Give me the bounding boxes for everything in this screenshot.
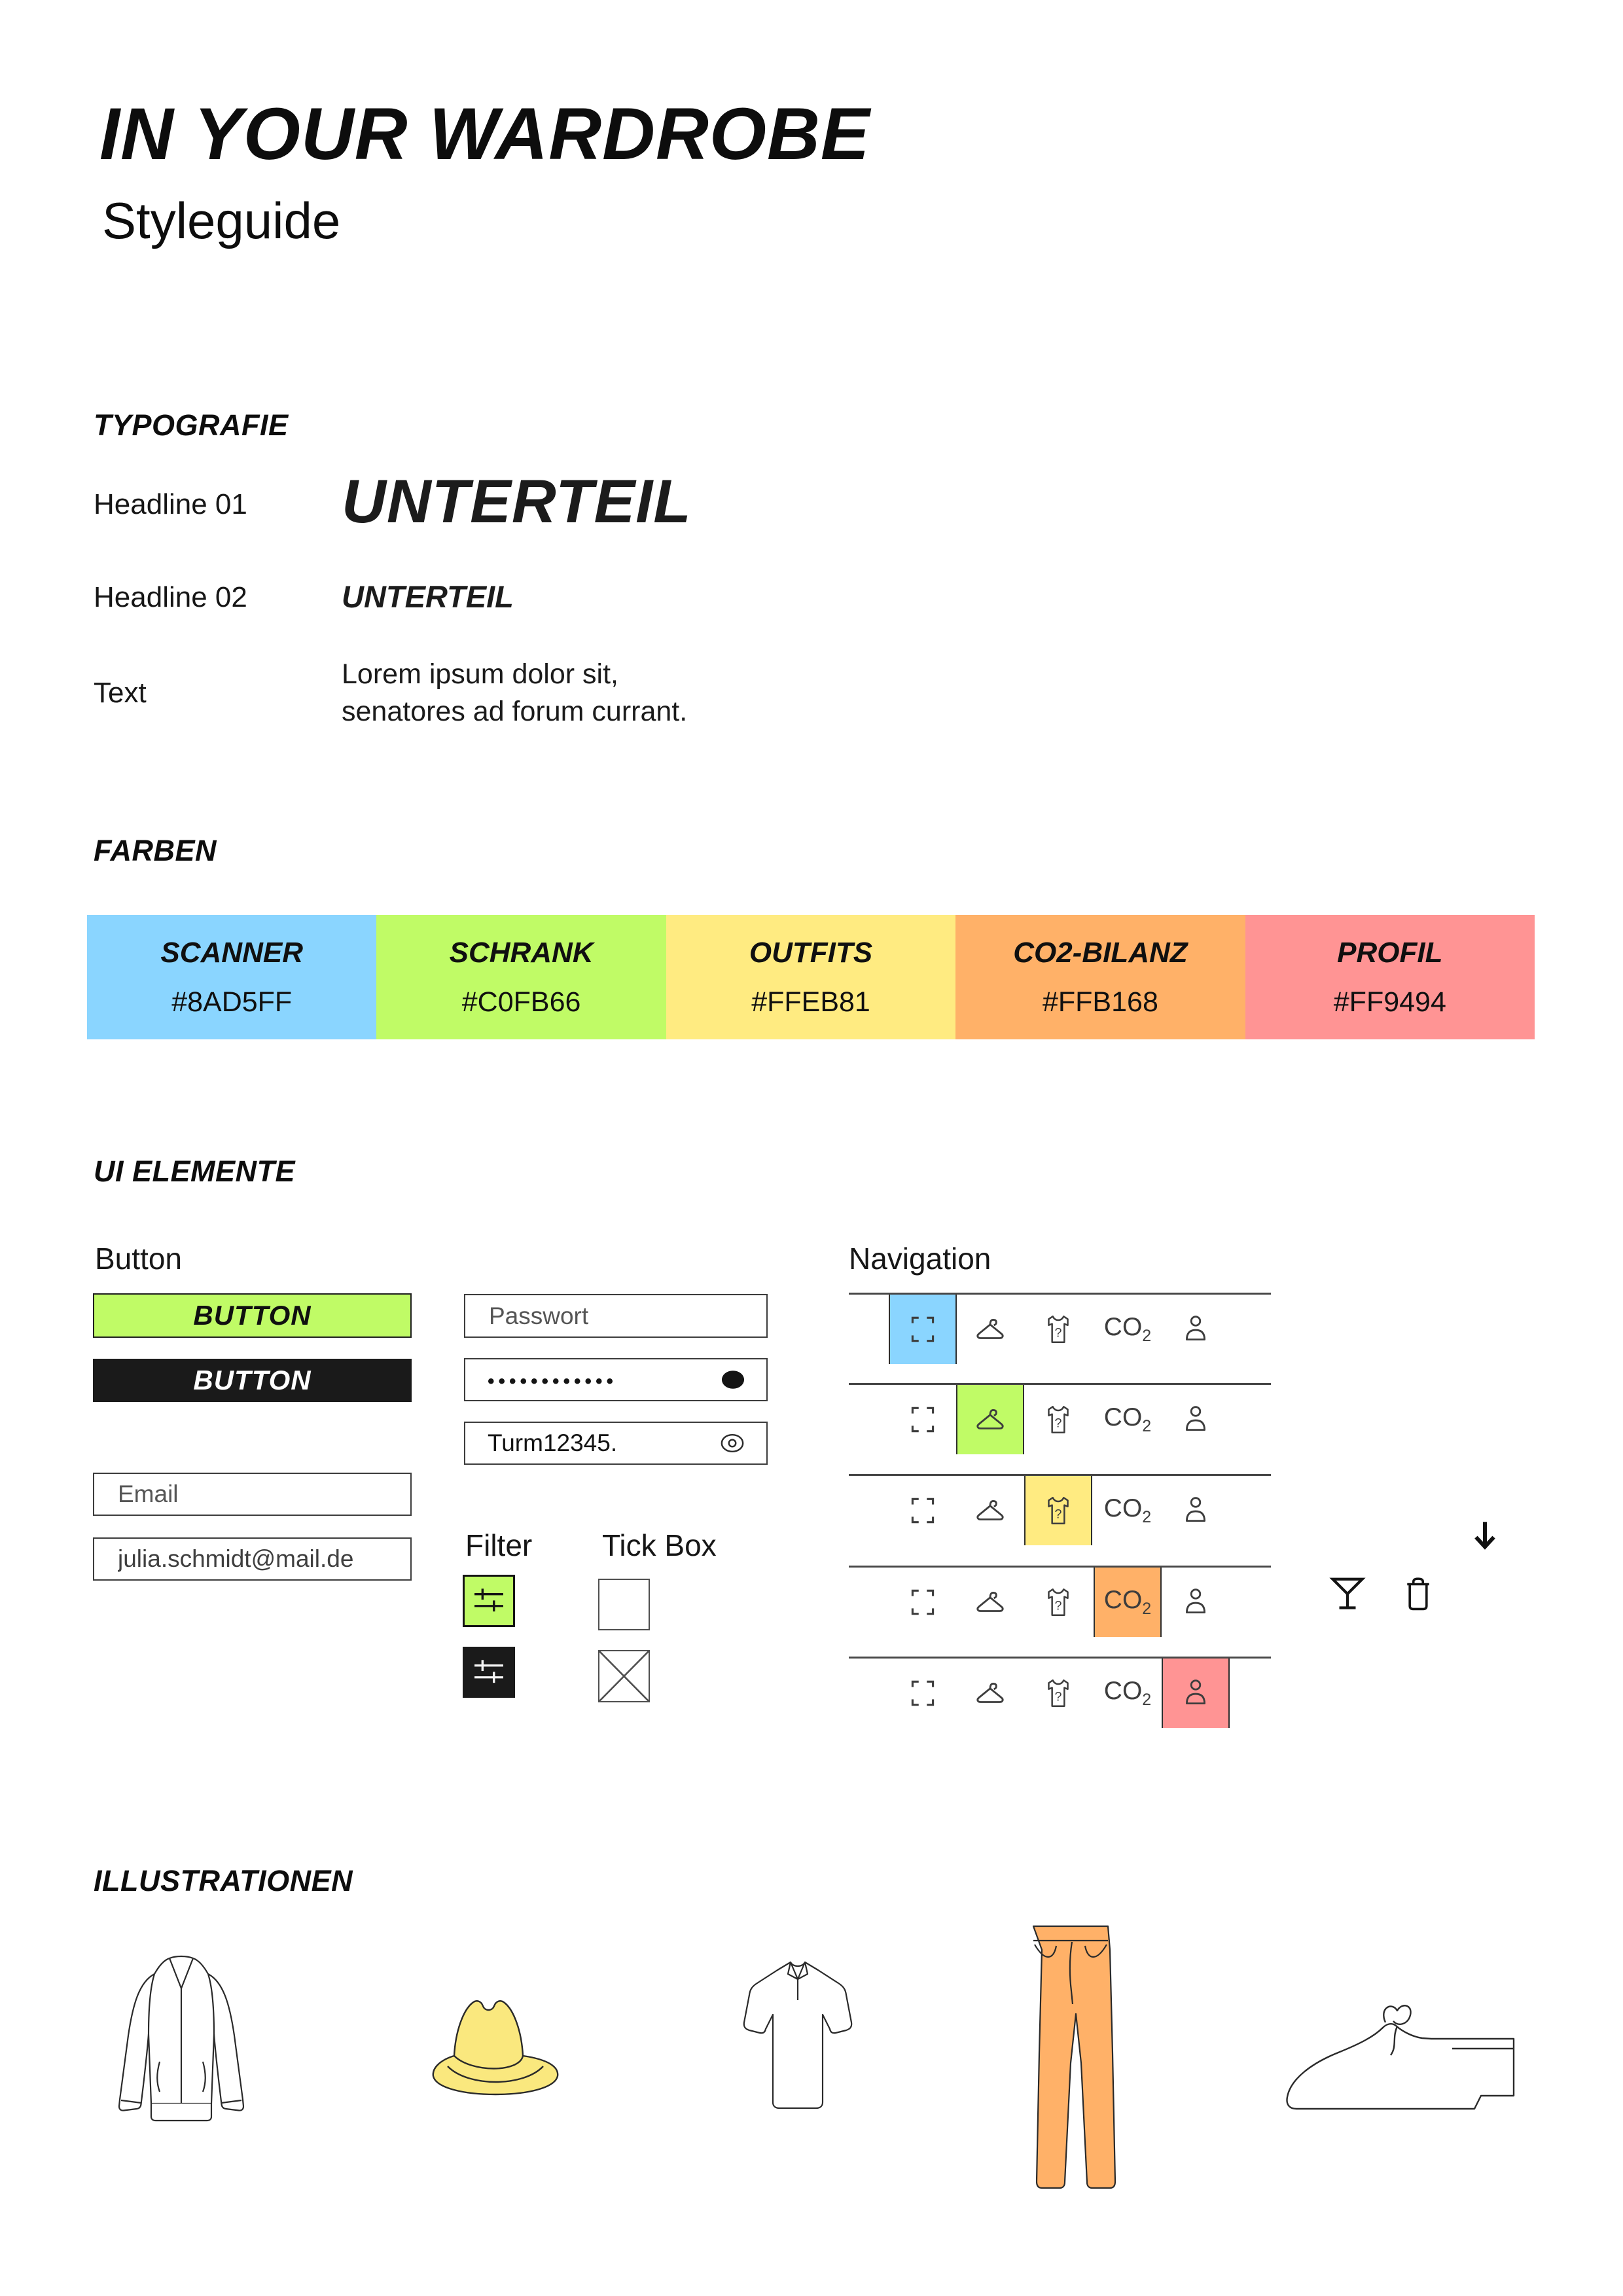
section-heading-illustrationen: ILLUSTRATIONEN xyxy=(94,1864,353,1897)
nav-item-co2[interactable] xyxy=(1094,1385,1162,1454)
co2-icon: $CO_2$ xyxy=(1103,1586,1152,1618)
password-visible-value: Turm12345. xyxy=(488,1429,618,1456)
nav-bar-scanner-active xyxy=(849,1293,1271,1367)
nav-item-wardrobe[interactable] xyxy=(956,1659,1024,1728)
nav-item-scanner[interactable] xyxy=(889,1295,957,1364)
swatch-hex: #FFB168 xyxy=(1042,986,1158,1018)
eye-closed-icon[interactable] xyxy=(719,1368,747,1391)
typo-sample-headline2: UNTERTEIL xyxy=(342,579,514,614)
nav-item-scanner[interactable] xyxy=(889,1476,957,1545)
jacket-illustration xyxy=(92,1948,271,2126)
nav-item-co2[interactable] xyxy=(1094,1476,1162,1545)
nav-item-co2[interactable] xyxy=(1094,1568,1162,1637)
shoe-illustration xyxy=(1281,1998,1548,2120)
scanner-icon xyxy=(908,1676,938,1710)
email-filled-input[interactable] xyxy=(116,1545,391,1573)
password-input[interactable] xyxy=(488,1302,747,1331)
section-heading-farben: FARBEN xyxy=(94,834,217,867)
typo-sample-text-line2: senatores ad forum currant. xyxy=(342,695,688,727)
tshirt-question-icon xyxy=(1043,1585,1073,1620)
color-swatch-outfits xyxy=(666,915,955,1039)
filter-group-label: Filter xyxy=(465,1528,533,1562)
swatch-name: CO2-BILANZ xyxy=(1013,936,1188,969)
trousers-illustration xyxy=(1013,1922,1128,2193)
typo-label-headline2: Headline 02 xyxy=(94,581,247,613)
checkbox-unchecked[interactable] xyxy=(598,1579,650,1630)
nav-item-outfits[interactable] xyxy=(1024,1659,1092,1728)
hanger-icon xyxy=(972,1498,1008,1524)
typo-sample-text xyxy=(342,656,687,730)
x-mark-icon xyxy=(599,1651,649,1701)
co2-icon: $CO_2$ xyxy=(1103,1313,1152,1345)
polo-shirt-illustration xyxy=(714,1957,882,2113)
color-palette-band xyxy=(87,915,1535,1039)
co2-icon: $CO_2$ xyxy=(1103,1494,1152,1526)
nav-item-profil[interactable] xyxy=(1162,1385,1230,1454)
tshirt-question-icon xyxy=(1043,1493,1073,1528)
typo-sample-text-line1: Lorem ipsum dolor sit, xyxy=(342,658,618,690)
nav-item-profil[interactable] xyxy=(1162,1659,1230,1728)
secondary-button[interactable]: BUTTON xyxy=(93,1359,412,1402)
trash-icon[interactable] xyxy=(1400,1575,1436,1613)
section-heading-typografie: TYPOGRAFIE xyxy=(94,408,289,442)
filter-button-light[interactable] xyxy=(463,1575,515,1627)
nav-item-wardrobe[interactable] xyxy=(956,1295,1024,1364)
filter-button-dark[interactable] xyxy=(463,1647,515,1698)
swatch-hex: #FF9494 xyxy=(1333,986,1446,1018)
person-icon xyxy=(1182,1587,1209,1618)
sliders-icon xyxy=(469,1652,509,1693)
arrow-down-icon[interactable] xyxy=(1471,1520,1499,1552)
tshirt-question-icon xyxy=(1043,1402,1073,1437)
email-filled-field[interactable] xyxy=(93,1537,412,1581)
nav-item-outfits[interactable] xyxy=(1024,1385,1092,1454)
page-subtitle: Styleguide xyxy=(102,192,341,249)
tickbox-group-label: Tick Box xyxy=(602,1528,717,1562)
color-swatch-schrank xyxy=(376,915,666,1039)
nav-item-co2[interactable] xyxy=(1094,1295,1162,1364)
nav-bar-wardrobe-active xyxy=(849,1383,1271,1457)
primary-button[interactable]: BUTTON xyxy=(93,1293,412,1338)
swatch-name: SCANNER xyxy=(160,936,303,969)
nav-bar-co2-active xyxy=(849,1566,1271,1640)
scanner-icon xyxy=(908,1585,938,1619)
sliders-icon xyxy=(469,1581,509,1621)
password-field[interactable] xyxy=(464,1294,768,1338)
hanger-icon xyxy=(972,1680,1008,1706)
checkbox-checked[interactable] xyxy=(598,1650,650,1702)
button-group-label: Button xyxy=(95,1242,182,1276)
nav-bar-outfits-active xyxy=(849,1474,1271,1548)
nav-item-scanner[interactable] xyxy=(889,1568,957,1637)
email-field[interactable] xyxy=(93,1473,412,1516)
nav-item-outfits[interactable] xyxy=(1024,1295,1092,1364)
swatch-hex: #FFEB81 xyxy=(751,986,870,1018)
nav-item-profil[interactable] xyxy=(1162,1295,1230,1364)
typo-label-headline1: Headline 01 xyxy=(94,488,247,520)
person-icon xyxy=(1182,1677,1209,1709)
hat-illustration xyxy=(406,1992,586,2096)
hanger-icon xyxy=(972,1407,1008,1433)
section-heading-ui-elemente: UI ELEMENTE xyxy=(94,1155,296,1188)
typo-label-text: Text xyxy=(94,677,147,709)
nav-item-wardrobe[interactable] xyxy=(956,1385,1024,1454)
tshirt-question-icon xyxy=(1043,1676,1073,1711)
scanner-icon xyxy=(908,1312,938,1346)
color-swatch-co2-bilanz xyxy=(955,915,1245,1039)
color-swatch-scanner xyxy=(87,915,376,1039)
swatch-hex: #8AD5FF xyxy=(171,986,293,1018)
password-masked-value: •••••••••••• xyxy=(488,1371,618,1392)
co2-icon: $CO_2$ xyxy=(1103,1403,1152,1435)
eye-open-icon[interactable] xyxy=(718,1431,747,1456)
color-swatch-profil xyxy=(1245,915,1535,1039)
nav-item-scanner[interactable] xyxy=(889,1385,957,1454)
scanner-icon xyxy=(908,1403,938,1437)
nav-item-outfits[interactable] xyxy=(1024,1476,1092,1545)
nav-bar-profil-active xyxy=(849,1657,1271,1731)
email-input[interactable] xyxy=(116,1480,391,1509)
swatch-name: PROFIL xyxy=(1337,936,1443,969)
password-visible-field[interactable] xyxy=(464,1422,768,1465)
nav-item-co2[interactable] xyxy=(1094,1659,1162,1728)
person-icon xyxy=(1182,1404,1209,1435)
swatch-name: OUTFITS xyxy=(749,936,873,969)
scanner-icon xyxy=(908,1494,938,1528)
page-title: IN YOUR WARDROBE xyxy=(99,93,870,175)
nav-item-profil[interactable] xyxy=(1162,1568,1230,1637)
password-masked-field[interactable] xyxy=(464,1358,768,1401)
tshirt-question-icon xyxy=(1043,1312,1073,1347)
nav-item-wardrobe[interactable] xyxy=(956,1568,1024,1637)
nav-item-outfits[interactable] xyxy=(1024,1568,1092,1637)
nav-item-wardrobe[interactable] xyxy=(956,1476,1024,1545)
swatch-name: SCHRANK xyxy=(449,936,594,969)
person-icon xyxy=(1182,1314,1209,1345)
person-icon xyxy=(1182,1495,1209,1526)
navigation-group-label: Navigation xyxy=(849,1242,991,1276)
hanger-icon xyxy=(972,1316,1008,1342)
nav-item-scanner[interactable] xyxy=(889,1659,957,1728)
martini-filter-icon[interactable] xyxy=(1328,1573,1367,1613)
swatch-hex: #C0FB66 xyxy=(461,986,581,1018)
nav-item-profil[interactable] xyxy=(1162,1476,1230,1545)
hanger-icon xyxy=(972,1589,1008,1615)
typo-sample-headline1: UNTERTEIL xyxy=(342,467,692,535)
co2-icon: $CO_2$ xyxy=(1103,1677,1152,1709)
